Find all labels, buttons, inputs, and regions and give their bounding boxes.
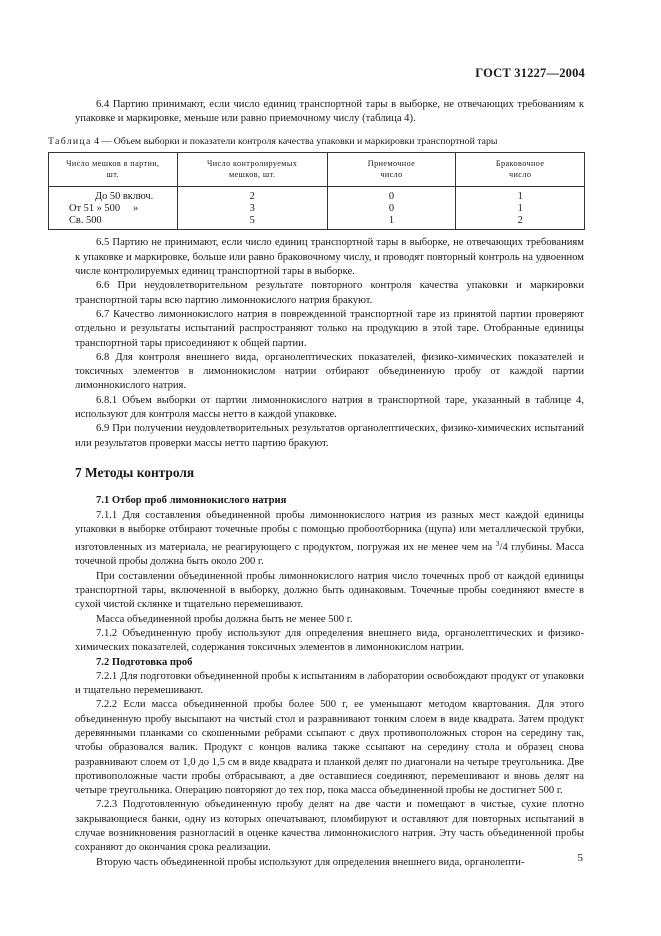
paragraph-6-9: 6.9 При получении неудовлетворительных результатов органолептических, физико-химических испытаний или результатов проверки массы нетто партию бракуют. [75,423,584,449]
cell-lot-bags: До 50 включ. [49,186,178,203]
header-controlled-bags [177,152,327,186]
header-acceptance-number [327,152,456,186]
paragraph-7-1-1-part-b: глубины. Масса точечной пробы должна быть около 200 г. [75,542,584,568]
fraction-denominator: /4 [499,542,508,554]
cell-lot-bags: От 51 » 500 » [49,203,178,215]
subsection-7-1-title: 7.1 Отбор проб лимоннокислого натрия [96,495,287,507]
header-controlled-bags-text: Число контролируемых мешков, шт. [207,158,298,179]
paragraph-6-7: 6.7 Качество лимоннокислого натрия в поврежденной транспортной таре из принятой партии проверяют отдельно и результаты испытаний распространяют только на продукцию в этой таре. Отобранные единицы транспортной тары присоединяют к общей партии. [75,308,584,349]
fraction-numerator: 3 [495,539,500,549]
paragraph-7-1-1-mass: Масса объединенной пробы должна быть не менее 500 г. [96,613,353,625]
header-rejection-number-text: Браковочное число [495,158,545,179]
paragraph-7-2-2: 7.2.2 Если масса объединенной пробы более 500 г, ее уменьшают методом квартования. Для этого объединенную пробу высыпают на чистый стол и разравнивают тонким слоем в виде квадрата. Затем продукт деревянными планками со скошенными ребрами ссыпают с двух противоположных сторон на середину так, чтобы образовался валик. Продукт с концов валика также ссыпают на середину стола и образец снова разравнивают слоем от 1,0 до 1,5 см в виде квадрата и планкой делят по диагонали на четыре треугольника. Две противоположные части пробы отбрасывают, а две оставшиеся соединяют, перемешивают и вновь делят на четыре треугольника. Операцию повторяют до тех пор, пока масса объединенной пробы не достигнет 500 г. [75,699,584,797]
paragraph-7-1-1 [75,509,584,570]
table-caption-text: 4 — Объем выборки и показатели контроля качества упаковки и маркировки транспортной тары [91,135,498,147]
paragraph-6-8: 6.8 Для контроля внешнего вида, органолептических показателей, физико-химических показателей и токсичных элементов в лимоннокислом натрии отбирают объединенную пробу от каждой партии лимоннокислого натрия. [75,351,584,392]
table-4-caption [48,136,584,148]
table-header-row [49,152,585,186]
paragraph-7-2-3-cont: Вторую часть объединенной пробы используют для определения внешнего вида, органолепти- [96,856,525,868]
cell-rejection-number: 1 [456,186,585,203]
page-number: 5 [577,852,583,864]
cell-controlled-bags: 3 [177,203,327,215]
paragraph-6-8-1: 6.8.1 Объем выборки от партии лимоннокислого натрия в транспортной таре, указанный в таблице 4, используют для контроля массы нетто в каждой упаковке. [75,394,584,421]
header-rejection-number [456,152,585,186]
standard-code: ГОСТ 31227—2004 [475,66,585,80]
section-7-title: 7 Методы контроля [75,464,195,480]
paragraph-7-1-2: 7.1.2 Объединенную пробу используют для определения внешнего вида, органолептических и физико-химических показателей, содержания токсичных элементов в лимоннокислом натрии. [75,627,584,654]
cell-controlled-bags: 2 [177,186,327,203]
header-lot-bags-text: Число мешков в партии, шт. [66,158,160,179]
paragraph-6-4: 6.4 Партию принимают, если число единиц транспортной тары в выборке, не отвечающих требованиям к упаковке и маркировке, меньше или равно приемочному числу (таблица 4). [75,99,584,125]
paragraph-7-1-1-cont: При составлении объединенной пробы лимоннокислого натрия число точечных проб от каждой единицы транспортной тары, включенной в выборку, должно быть одинаковым. Точечные пробы соединяют вместе в сухой чистой склянке и тщательно перемешивают. [75,570,584,611]
table-row [49,203,585,215]
paragraph-7-2-1: 7.2.1 Для подготовки объединенной пробы к испытаниям в лаборатории освобождают продукт от упаковки и тщательно перемешивают. [75,670,584,697]
cell-acceptance-number: 1 [327,215,456,230]
cell-rejection-number: 2 [456,215,585,230]
table-row [49,186,585,203]
cell-acceptance-number: 0 [327,203,456,215]
table-caption-label: Таблица [48,135,92,147]
document-body [48,98,584,870]
table-4 [48,152,585,231]
header-lot-bags [49,152,178,186]
paragraph-6-6: 6.6 При неудовлетворительном результате повторного контроля качества упаковки и маркировки транспортной тары всю партию лимоннокислого натрия бракуют. [75,280,584,306]
paragraph-7-2-3: 7.2.3 Подготовленную объединенную пробу делят на две части и помещают в чистые, сухие плотно закрывающиеся банки, одну из которых опечатывают, пломбируют и оставляют для повторных испытаний в случае возникновения разногласий в оценке качества лимоннокислого натрия. Эту часть объединенной пробы сохраняют до окончания срока реализации. [75,799,584,854]
cell-controlled-bags: 5 [177,215,327,230]
cell-acceptance-number: 0 [327,186,456,203]
cell-lot-bags: Св. 500 [49,215,178,230]
subsection-7-2-title: 7.2 Подготовка проб [96,656,193,668]
header-acceptance-number-text: Приемочное число [367,158,416,179]
paragraph-6-5: 6.5 Партию не принимают, если число единиц транспортной тары в выборке, не отвечающих требованиям к упаковке и маркировке, больше или равно браковочному числу, и проводят повторный контроль на удвоенном числе контролируемых единиц транспортной тары в выборке. [75,237,584,278]
paragraph-7-1-1-part-a: 7.1.1 Для составления объединенной пробы лимоннокислого натрия из разных мест каждой единицы упаковки в выборке отбирают точечные пробы с помощью пробоотборника (щупа) или металлической трубки, изготовленных из материала, не реагирующего с продуктом, погружая их не менее чем на [75,509,584,554]
cell-rejection-number: 1 [456,203,585,215]
table-row [49,215,585,230]
